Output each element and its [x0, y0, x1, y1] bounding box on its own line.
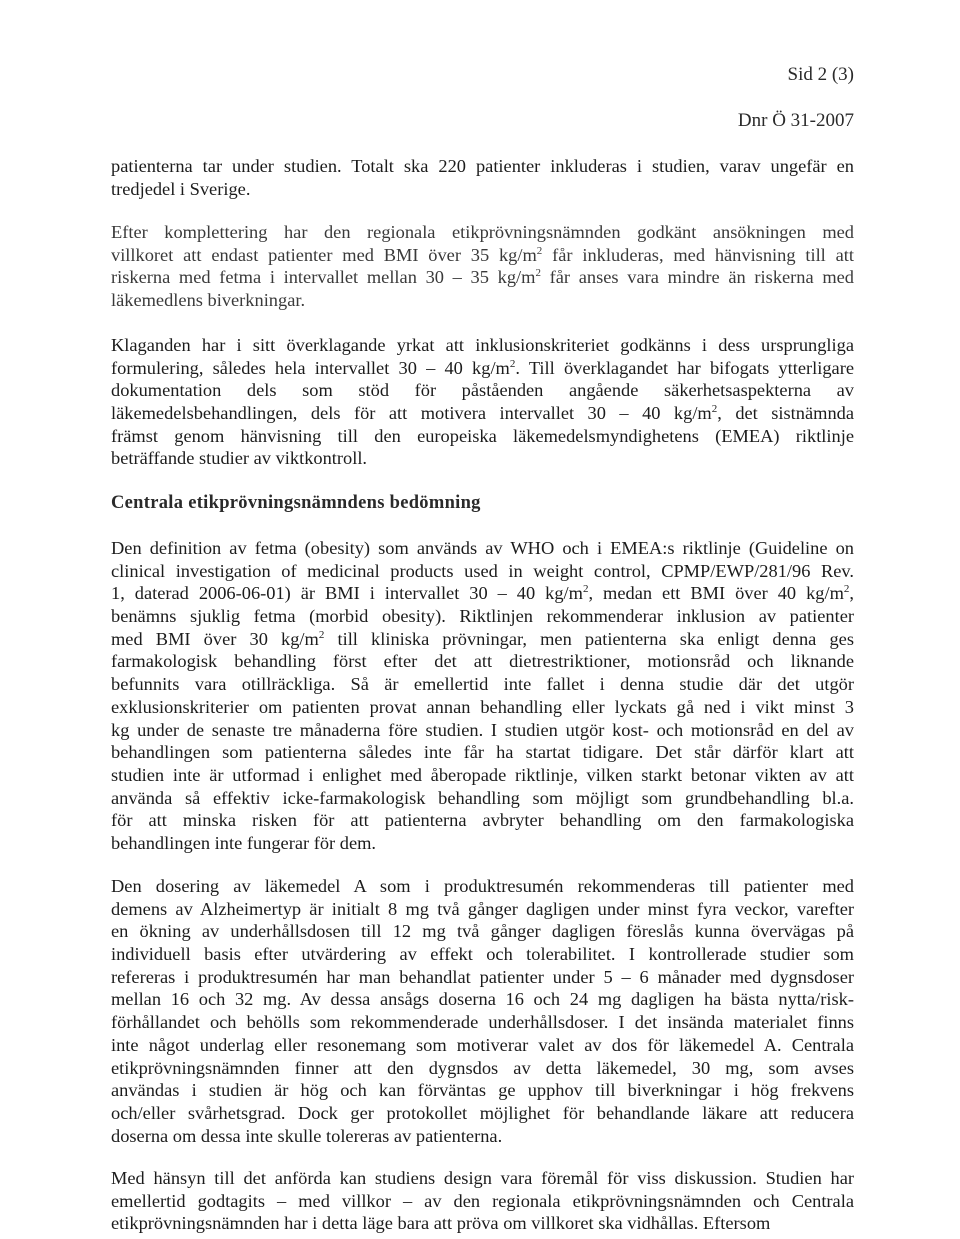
- section-heading: Centrala etikprövningsnämndens bedömning: [111, 493, 481, 513]
- text-line: användas i studien är hög och kan förväntas ge upphov till biverkningar i hög frekvens: [111, 1080, 854, 1101]
- page-number: Sid 2 (3): [787, 64, 854, 85]
- text-line: doserna om dessa inte skulle tolereras av patienterna.: [111, 1125, 503, 1146]
- text-line: individuell basis efter utvärdering av effekt och tolerabilitet. I kontrollerade studier som: [111, 944, 854, 965]
- paragraph-continuation: [111, 155, 854, 200]
- paragraph-obesity-definition: [111, 537, 854, 855]
- text-line: Med hänsyn till det anförda kan studiens design vara föremål för viss diskussion. Studien har: [111, 1168, 854, 1188]
- text-line: mellan 16 och 32 mg. Av dessa ansågs doserna 16 och 24 mg dagligen ha bästa nytta/risk-: [111, 989, 854, 1010]
- text-line: patienterna tar under studien. Totalt ska 220 patienter inkluderas i studien, varav ungefär en: [111, 156, 854, 176]
- text-line: inte något underlag eller resonemang som motiverar valet av dos för läkemedel A. Centrala: [111, 1034, 854, 1055]
- text-line: beträffande studier av viktkontroll.: [111, 448, 368, 469]
- text-line: demens av Alzheimertyp är initialt 8 mg två gånger dagligen under minst fyra veckor, varefter: [111, 898, 854, 919]
- text-line: läkemedelsbehandlingen, dels för att motivera intervallet 30 – 40 $kg/m^2$, det sistnämnda: [111, 402, 854, 424]
- text-line: benämns sjuklig fetma (morbid obesity). Riktlinjen rekommenderar inklusion av patienter: [111, 606, 854, 627]
- text-line: dokumentation dels som stöd för påståenden angående säkerhetsaspekterna av: [111, 380, 854, 401]
- text-line: läkemedlens biverkningar.: [111, 290, 306, 311]
- text-line: och/eller svårhetsgrad. Dock ger protokollet möjlighet för behandlande läkare att reducera: [111, 1102, 854, 1123]
- text-line: befunnits vara otillräckliga. Så är emellertid inte fallet i denna studie där det utgör: [111, 674, 854, 695]
- text-line: etikprövningsnämnden finner att den dygnsdos av detta läkemedel, 30 mg, som avses: [111, 1057, 854, 1078]
- text-line: emellertid godtagits – med villkor – av den regionala etikprövningsnämnden och Centrala: [111, 1190, 854, 1211]
- text-line: refereras i produktresumén har man behandlat patienter under 5 – 6 månader med dygnsdoser: [111, 966, 854, 987]
- superscript: 2: [535, 267, 541, 280]
- text-line: kg under de senaste tre månaderna före studien. I studien utgör kost- och motionsråd en del av: [111, 719, 854, 740]
- text-line: behandlingen som patienterna således inte får ha startat tidigare. Det står därför klart att: [111, 742, 854, 763]
- text-line: tredjedel i Sverige.: [111, 178, 251, 199]
- text-line: etikprövningsnämnden har i detta läge bara att pröva om villkoret ska vidhållas. Eftersom: [111, 1213, 771, 1234]
- text-line: 1, daterad 2006-06-01) är BMI i intervallet 30 – 40 $kg/m^2$, medan ett BMI över 40 $kg/m^2$,: [111, 583, 855, 604]
- text-line: riskerna med fetma i intervallet mellan 30 – 35 $kg/m^2$ får anses vara mindre än riskerna med: [111, 267, 855, 288]
- paragraph-dosage: [111, 875, 854, 1147]
- text-line: studien inte är utformad i enlighet med åberopade riktlinje, vilken starkt betonar vikten av att: [111, 764, 854, 785]
- superscript: 2: [536, 244, 543, 257]
- text-line: Den dosering av läkemedel A som i produktresumén rekommenderas till patienter med: [111, 876, 854, 896]
- superscript: 2: [582, 583, 589, 596]
- text-line: för att minska risken för att patienterna avbryter behandling om den farmakologiska: [111, 810, 854, 831]
- text-line: främst genom hänvisning till den europeiska läkemedelsmyndighetens (EMEA) riktlinje: [111, 425, 854, 446]
- paragraph-regional-approval: [111, 221, 854, 312]
- superscript: 2: [318, 628, 325, 641]
- superscript: 2: [843, 583, 850, 596]
- text-line: förhållandet och behölls som rekommenderade underhållsdoser. I det insända materialet finns: [111, 1012, 854, 1033]
- text-line: Den definition av fetma (obesity) som används av WHO och i EMEA:s riktlinje (Guideline on: [111, 538, 854, 558]
- superscript: 2: [711, 402, 718, 415]
- paragraph-appeal: [111, 334, 854, 470]
- text-line: med BMI över 30 $kg/m^2$ till kliniska prövningar, men patienterna ska enligt denna ges: [111, 628, 855, 649]
- text-line: Efter komplettering har den regionala etikprövningsnämnden godkänt ansökningen med: [111, 222, 854, 242]
- text-line: farmakologisk behandling först efter det att dietrestriktioner, motionsråd och liknande: [111, 651, 854, 672]
- text-line: formulering, således hela intervallet 30 – 40 $kg/m^2$. Till överklagandet har bifogats ytterligare: [111, 357, 854, 378]
- text-line: använda så effektiv icke-farmakologisk behandling som möjligt som grundbehandling bl.a.: [111, 787, 854, 808]
- text-line: en ökning av underhållsdosen till 12 mg två gånger dagligen föreslås kunna övervägas på: [111, 921, 854, 942]
- paragraph-conclusion: [111, 1167, 854, 1235]
- case-number: Dnr Ö 31-2007: [737, 110, 854, 131]
- text-line: behandlingen inte fungerar för dem.: [111, 832, 377, 853]
- text-line: Klaganden har i sitt överklagande yrkat att inklusionskriteriet godkänns i dess ursprungliga: [111, 335, 854, 355]
- text-line: villkoret att endast patienter med BMI över 35 $kg/m^2$ får inkluderas, med hänvisning till att: [111, 244, 854, 265]
- superscript: 2: [509, 357, 516, 370]
- text-line: exklusionskriterier om patienten provat annan behandling eller lyckats gå ned i vikt minst 3: [111, 696, 854, 717]
- text-line: clinical investigation of medicinal products used in weight control, CPMP/EWP/281/96 Rev.: [111, 560, 854, 581]
